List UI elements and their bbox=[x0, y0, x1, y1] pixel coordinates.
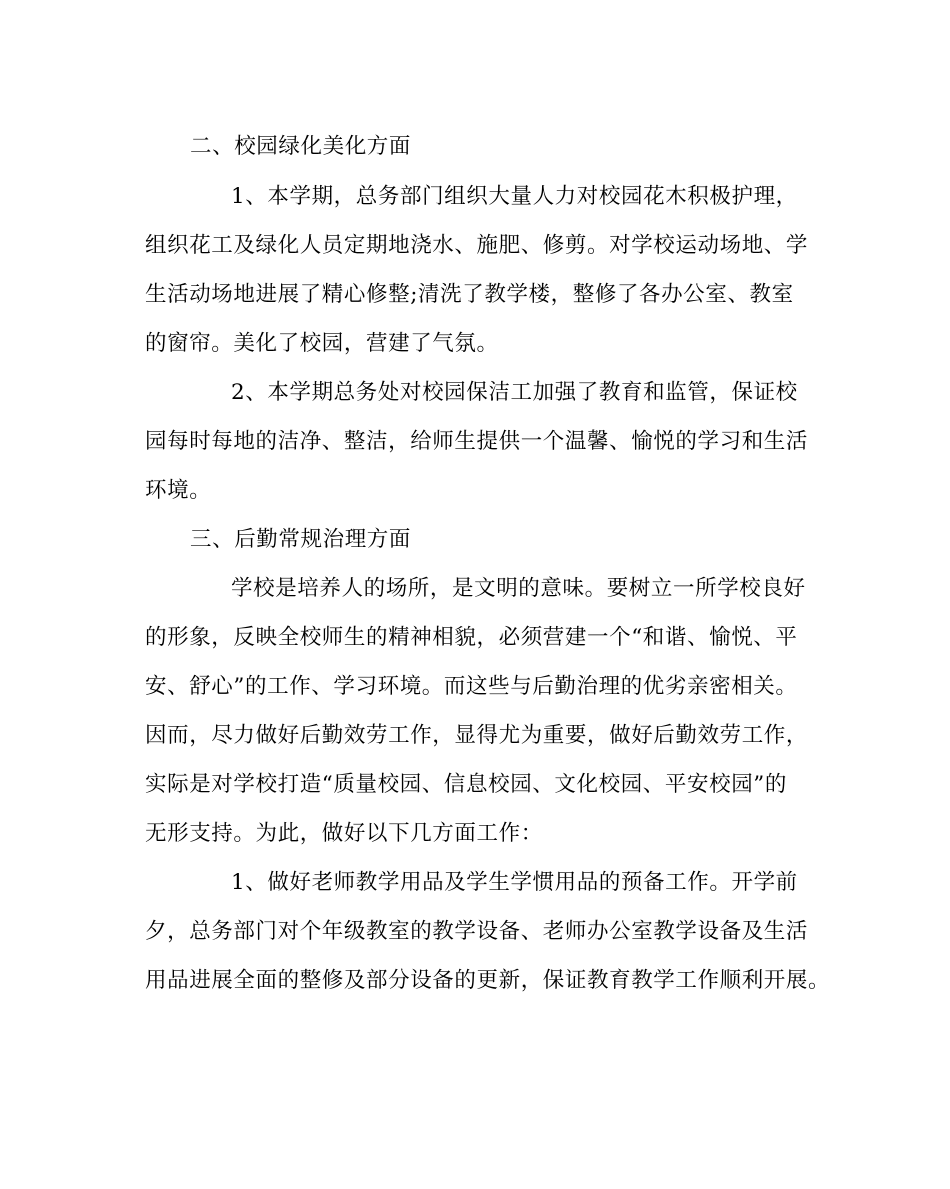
paragraph-line: 1、做好老师教学用品及学生学惯用品的预备工作。开学前 bbox=[231, 870, 798, 895]
paragraph-line: 的窗帘。美化了校园，营建了气氛。 bbox=[145, 331, 499, 356]
paragraph-line: 园每时每地的洁净、整洁，给师生提供一个温馨、愉悦的学习和生活 bbox=[145, 429, 809, 454]
paragraph-line: 夕，总务部门对个年级教室的教学设备、老师办公室教学设备及生活 bbox=[145, 919, 809, 944]
section-heading-2: 二、校园绿化美化方面 bbox=[190, 134, 412, 159]
paragraph-line: 学校是培养人的场所，是文明的意味。要树立一所学校良好 bbox=[231, 576, 806, 601]
paragraph-line: 环境。 bbox=[145, 478, 212, 503]
paragraph-line: 无形支持。为此，做好以下几方面工作： bbox=[145, 821, 543, 846]
paragraph-line: 生活动场地进展了精心修整;清洗了教学楼，整修了各办公室、教室 bbox=[145, 282, 794, 307]
paragraph-line: 组织花工及绿化人员定期地浇水、施肥、修剪。对学校运动场地、学 bbox=[145, 233, 809, 258]
paragraph-line: 2、本学期总务处对校园保洁工加强了教育和监管，保证校 bbox=[231, 380, 798, 405]
paragraph-line: 的形象，反映全校师生的精神相貌，必须营建一个“和谐、愉悦、平 bbox=[145, 625, 798, 650]
section-heading-3: 三、后勤常规治理方面 bbox=[190, 527, 412, 552]
paragraph-line: 因而，尽力做好后勤效劳工作，显得尤为重要，做好后勤效劳工作， bbox=[145, 723, 809, 748]
paragraph-line: 1、本学期，总务部门组织大量人力对校园花木积极护理， bbox=[231, 184, 798, 209]
paragraph-line: 实际是对学校打造“质量校园、信息校园、文化校园、平安校园”的 bbox=[145, 772, 787, 797]
paragraph-line: 用品进展全面的整修及部分设备的更新，保证教育教学工作顺利开展。 bbox=[145, 968, 831, 993]
paragraph-line: 安、舒心”的工作、学习环境。而这些与后勤治理的优劣亲密相关。 bbox=[145, 674, 798, 699]
